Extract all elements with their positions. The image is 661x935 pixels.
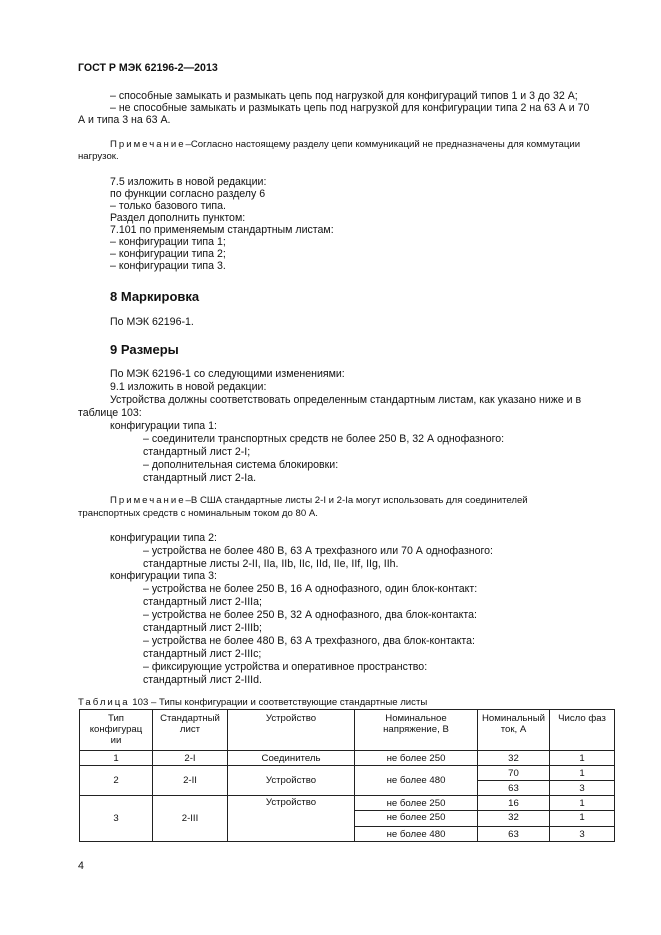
section-9-line-7: стандартный лист 2-I; [143,446,251,458]
header-phases: Число фаз [550,710,615,751]
cell-current: 63 [478,781,550,796]
cell-voltage: не более 480 [355,766,478,796]
section-8-title: 8 Маркировка [110,289,200,304]
note-1-line-1 [110,139,580,151]
config-line-2: – устройства не более 480 В, 63 А трехфазного или 70 А однофазного: [143,545,493,557]
section-9-line-1: По МЭК 62196-1 со следующими изменениями: [110,368,345,380]
config-line-11: – фиксирующие устройства и оперативное пространство: [143,661,428,673]
header-type: Тип конфигурац ии [80,710,153,751]
config-line-1: конфигурации типа 2: [110,532,217,544]
config-line-6: стандартный лист 2-IIIa; [143,596,262,608]
cell-voltage: не более 250 [355,751,478,766]
table-caption [78,697,427,708]
table-caption-text: 103 – Типы конфигурации и соответствующие стандартные листы [132,697,428,708]
cell-sheet: 2-I [153,751,228,766]
cell-voltage: не более 250 [355,811,478,827]
section-9-line-9: стандартный лист 2-Ia. [143,472,257,484]
document-header: ГОСТ Р МЭК 62196-2—2013 [78,62,218,74]
page-number: 4 [78,860,84,872]
section-9-line-4: таблице 103: [78,407,142,419]
cell-phases: 1 [550,796,615,811]
section-8-text: По МЭК 62196-1. [110,316,194,328]
cell-current: 32 [478,811,550,827]
cell-type: 3 [80,796,153,842]
cell-device: Устройство [228,796,355,842]
cell-current: 32 [478,751,550,766]
cell-phases: 3 [550,827,615,842]
section-9-line-8: – дополнительная система блокировки: [143,459,339,471]
note-text: В США стандартные листы 2-I и 2-Ia могут использовать для соединителей [190,495,528,506]
note-label: Примечание [110,139,186,150]
cell-voltage: не более 250 [355,796,478,811]
cell-device: Устройство [228,766,355,796]
cell-voltage: не более 480 [355,827,478,842]
config-line-4: конфигурации типа 3: [110,570,217,582]
section-9-line-3: Устройства должны соответствовать определенным стандартным листам, как указано ниже и в [110,394,582,406]
amend-line-6: – конфигурации типа 1; [110,236,226,248]
header-voltage: Номинальное напряжение, В [355,710,478,751]
config-line-12: стандартный лист 2-IIId. [143,674,262,686]
note-1-line-2: нагрузок. [78,151,119,162]
note-dash: – [185,495,191,506]
cell-type: 1 [80,751,153,766]
config-line-10: стандартный лист 2-IIIc; [143,648,262,660]
table-row [80,796,615,811]
section-9-line-5: конфигурации типа 1: [110,420,217,432]
amend-line-2: по функции согласно разделу 6 [110,188,266,200]
table-row [80,751,615,766]
cell-sheet: 2-III [153,796,228,842]
amend-line-3: – только базового типа. [110,200,226,212]
config-line-3: стандартные листы 2-II, IIa, IIb, IIc, IId, IIe, IIf, IIg, IIh. [143,558,399,570]
section-9-line-6: – соединители транспортных средств не более 250 В, 32 А однофазного: [143,433,505,445]
header-sheet: Стандартный лист [153,710,228,751]
cell-current: 16 [478,796,550,811]
cell-current: 70 [478,766,550,781]
cell-type: 2 [80,766,153,796]
cell-phases: 1 [550,811,615,827]
amend-line-5: 7.101 по применяемым стандартным листам: [110,224,334,236]
section-9-line-2: 9.1 изложить в новой редакции: [110,381,267,393]
intro-line-1: – способные замыкать и размыкать цепь под нагрузкой для конфигураций типов 1 и 3 до 32 А; [110,90,578,102]
note-2-line-2: транспортных средств с номинальным током до 80 А. [78,508,318,519]
cell-sheet: 2-II [153,766,228,796]
note-2-line-1 [110,495,528,507]
intro-line-2: – не способные замыкать и размыкать цепь под нагрузкой для конфигурации типа 2 на 63 А и 70 [110,102,590,114]
note-text: Согласно настоящему разделу цепи коммуникаций не предназначены для коммутации [190,139,581,150]
section-9-title: 9 Размеры [110,342,179,357]
amend-line-1: 7.5 изложить в новой редакции: [110,176,267,188]
intro-line-3: А и типа 3 на 63 А. [78,114,171,126]
amend-line-4: Раздел дополнить пунктом: [110,212,246,224]
note-dash: – [185,139,191,150]
table-caption-label: Таблица [78,697,130,708]
header-current: Номинальный ток, А [478,710,550,751]
table-row [80,766,615,781]
configuration-table [79,709,615,842]
cell-phases: 1 [550,766,615,781]
header-device: Устройство [228,710,355,751]
config-line-9: – устройства не более 480 В, 63 А трехфазного, два блок-контакта: [143,635,475,647]
config-line-8: стандартный лист 2-IIIb; [143,622,262,634]
cell-device: Соединитель [228,751,355,766]
note-label: Примечание [110,495,186,506]
cell-current: 63 [478,827,550,842]
config-line-7: – устройства не более 250 В, 32 А однофазного, два блок-контакта: [143,609,477,621]
cell-phases: 3 [550,781,615,796]
config-line-5: – устройства не более 250 В, 16 А однофазного, один блок-контакт: [143,583,478,595]
cell-phases: 1 [550,751,615,766]
amend-line-8: – конфигурации типа 3. [110,260,226,272]
amend-line-7: – конфигурации типа 2; [110,248,226,260]
table-header-row [80,710,615,751]
